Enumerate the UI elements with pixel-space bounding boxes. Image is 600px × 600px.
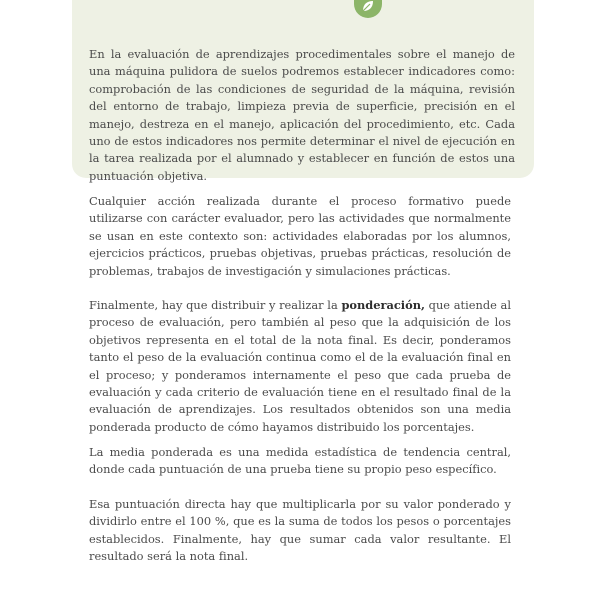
paragraph-ponderacion <box>89 297 511 436</box>
ponderacion-term: ponderación, <box>341 298 425 312</box>
paragraph-ponderacion-intro: Finalmente, hay que distribuir y realizar la <box>89 298 342 312</box>
paragraph-nota-final: Esa puntuación directa hay que multiplicarla por su valor ponderado y dividirlo entre el 100 %, que es la suma de todos los pesos o porcentajes establecidos. Finalmente, hay que sumar cada valor resultante. El resultado será la nota final. <box>89 497 511 564</box>
example-callout-box <box>72 0 534 183</box>
paragraph-activities: Cualquier acción realizada durante el proceso formativo puede utilizarse con carácter evaluador, pero las actividades que normalmente se usan en este contexto son: actividades elaboradas por los alumnos, ejercicios prácticos, pruebas objetivas, pruebas prácticas, resolución de problemas, trabajos de investigación y simulaciones prácticas. <box>89 194 511 278</box>
leaf-icon <box>354 0 382 18</box>
paragraph-ponderacion-body: que atiende al proceso de evaluación, pero también al peso que la adquisición de los objetivos representa en el total de la nota final. Es decir, ponderamos tanto el peso de la evaluación continua como el de la evaluación final en el proceso; y ponderamos internamente el peso que cada prueba de evaluación y cada criterio de evaluación tiene en el resultado final de la evaluación de aprendizajes. Los resultados obtenidos son una media ponderada producto de cómo hayamos distribuido los porcentajes. <box>89 298 511 434</box>
paragraph-media-ponderada: La media ponderada es una medida estadística de tendencia central, donde cada puntuación de una prueba tiene su propio peso específico. <box>89 445 511 477</box>
callout-text: En la evaluación de aprendizajes procedimentales sobre el manejo de una máquina pulidora de suelos podremos establecer indicadores como: comprobación de las condiciones de seguridad de la máquina, revisión del entorno de trabajo, limpieza previa de superficie, precisión en el manejo, destreza en el manejo, aplicación del procedimiento, etc. Cada uno de estos indicadores nos permite determinar el nivel de ejecución en la tarea realizada por el alumnado y establecer en función de estos una puntuación objetiva. <box>89 47 515 183</box>
